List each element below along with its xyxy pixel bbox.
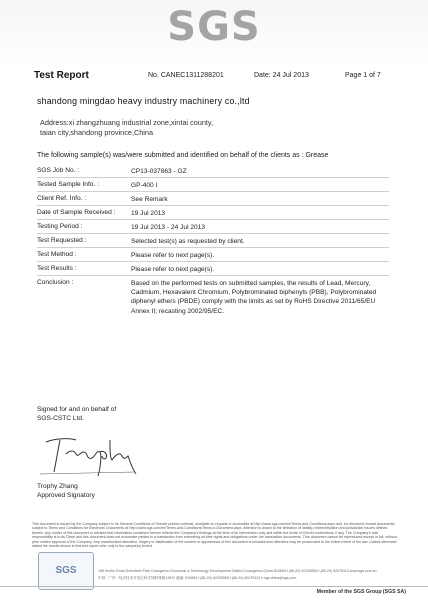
report-date: Date: 24 Jul 2013 <box>254 72 309 79</box>
field-value: Please refer to next page(s). <box>131 252 215 259</box>
field-value: Please refer to next page(s). <box>131 266 215 273</box>
field-value: Selected test(s) as requested by client. <box>131 238 245 245</box>
footer-divider <box>0 586 428 587</box>
sgs-logo: SGS <box>167 4 261 50</box>
field-label: Test Requested : <box>37 237 87 244</box>
client-company: shandong mingdao heavy industry machinery co.,ltd <box>37 96 250 106</box>
signatory-block <box>37 482 95 500</box>
field-label: Client Ref. Info. : <box>37 195 87 202</box>
row-divider <box>37 233 389 234</box>
field-label: Date of Sample Received : <box>37 209 116 216</box>
row-divider <box>37 191 389 192</box>
field-label: Tested Sample Info. : <box>37 181 99 188</box>
address-line-1: Address:xi zhangzhuang industrial zone,xintai county, <box>40 118 214 127</box>
signed-line-1: Signed for and on behalf of <box>37 406 117 413</box>
field-value: 19 Jul 2013 <box>131 210 166 217</box>
footer-address-en: 198 Kezhu Road,Scientech Park Guangzhou Economic & Technology Development District,Guangzhou,China 510663 t (86-20) 82155555 f (86-20) 82075113 www.sgs.com.cn <box>98 569 377 573</box>
field-value: See Remark <box>131 196 168 203</box>
field-label: Testing Period : <box>37 223 83 230</box>
row-divider <box>37 205 389 206</box>
signatory-name: Trophy Zhang <box>37 483 78 490</box>
row-divider <box>37 177 389 178</box>
conclusion-text: Based on the performed tests on submitted samples, the results of Lead, Mercury, Cadmium, Hexavalent Chromium, Polybrominated biphenyls (PBB), Polybrominated diphenyl ethers (PBDE) comply with the limits as set by RoHS Directive 2011/65/EU Annex II; recasting 2002/95/EC. <box>131 280 377 315</box>
field-value: CP13-037863 - GZ <box>131 168 187 175</box>
report-number: No. CANEC1311288201 <box>148 72 224 79</box>
handwritten-signature <box>36 430 146 478</box>
sample-intro: The following sample(s) was/were submitted and identified on behalf of the clients as : Grease <box>37 152 329 159</box>
field-label: Conclusion : <box>37 279 74 286</box>
field-value: 19 Jul 2013 - 24 Jul 2013 <box>131 224 206 231</box>
signed-line-2: SGS-CSTC Ltd. <box>37 415 84 423</box>
field-value: GP-400 I <box>131 182 158 189</box>
field-label: Test Method : <box>37 251 77 258</box>
address-line-2: taian city,shandong province,China <box>40 127 154 137</box>
row-divider <box>37 261 389 262</box>
page-indicator: Page 1 of 7 <box>345 72 381 79</box>
row-divider <box>37 219 389 220</box>
client-address <box>40 118 340 137</box>
footer-address-cn: 中国 · 广州 · 经济技术开发区科学城科珠路198号 邮编: 510663 t (86-20) 82155555 f (86-20) 82075113 e sgs.china@sgs.com <box>98 576 297 580</box>
row-divider <box>37 247 389 248</box>
signatory-role: Approved Signatory <box>37 492 95 500</box>
signed-block <box>37 405 116 423</box>
legal-disclaimer: This document is issued by the Company subject to its General Conditions of Service printed overleaf, available on request or accessible at http://www.sgs.com/en/Terms-and-Conditions.aspx and, for electronic format documents, subject to Terms and Conditions for Electronic Documents at http://www.sgs.com/en/Terms-and-Conditions/Terms-e-Document.aspx. Attention is drawn to the limitation of liability, indemnification and jurisdiction issues defined therein. Any holder of this document is advised that information contained hereon reflects the Company's findings at the time of its intervention only and within the limits of Client's instructions, if any. The Company's sole responsibility is to its Client and this document does not exonerate parties to a transaction from exercising all their rights and obligations under the transaction documents. This document cannot be reproduced except in full, without prior written approval of the Company. Any unauthorized alteration, forgery or falsification of the content or appearance of this document is unlawful and offenders may be prosecuted to the fullest extent of the law. Unless otherwise stated the results shown in this test report refer only to the sample(s) tested. <box>32 522 397 549</box>
sgs-stamp: SGS <box>38 552 94 590</box>
sgs-group-member: Member of the SGS Group (SGS SA) <box>316 589 406 595</box>
row-divider <box>37 275 389 276</box>
report-title: Test Report <box>34 70 89 81</box>
field-label: SGS Job No. : <box>37 167 80 174</box>
field-label: Test Results : <box>37 265 77 272</box>
